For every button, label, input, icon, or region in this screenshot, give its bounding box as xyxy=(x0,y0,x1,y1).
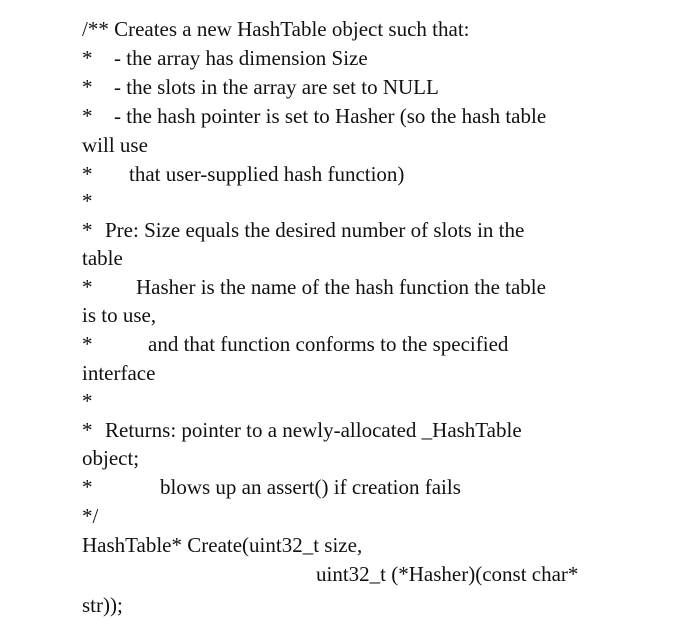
comment-line-6: that user-supplied hash function) xyxy=(129,162,405,186)
comment-star: * xyxy=(82,162,93,186)
comment-line-13: interface xyxy=(82,361,156,385)
comment-line-2: - the array has dimension Size xyxy=(114,46,368,70)
comment-line-3: - the slots in the array are set to NULL xyxy=(114,75,439,99)
comment-line-4: - the hash pointer is set to Hasher (so the hash table xyxy=(114,104,547,128)
comment-line-7: * xyxy=(82,189,93,213)
comment-line-17: blows up an assert() if creation fails xyxy=(160,475,461,499)
comment-line-16: object; xyxy=(82,446,140,470)
comment-star: * xyxy=(82,332,93,356)
comment-line-8: Pre: Size equals the desired number of slots in the xyxy=(105,218,525,242)
code-line-1: HashTable* Create(uint32_t size, xyxy=(82,533,363,557)
comment-line-9: table xyxy=(82,246,123,270)
comment-line-12: and that function conforms to the specified xyxy=(148,332,509,356)
comment-line-10: Hasher is the name of the hash function the table xyxy=(136,275,546,299)
comment-star: * xyxy=(82,418,93,442)
comment-line-15: Returns: pointer to a newly-allocated _HashTable xyxy=(105,418,522,442)
code-line-3: str)); xyxy=(82,593,123,617)
comment-star: * xyxy=(82,275,93,299)
comment-star: * xyxy=(82,104,93,128)
comment-star: * xyxy=(82,475,93,499)
comment-line-5: will use xyxy=(82,133,148,157)
comment-star: * xyxy=(82,218,93,242)
comment-line-18: */ xyxy=(82,504,99,528)
code-line-2: uint32_t (*Hasher)(const char* xyxy=(316,562,579,586)
comment-line-14: * xyxy=(82,389,93,413)
comment-star: * xyxy=(82,75,93,99)
comment-line-11: is to use, xyxy=(82,303,157,327)
comment-line-1: /** Creates a new HashTable object such that: xyxy=(82,17,470,41)
comment-star: * xyxy=(82,46,93,70)
